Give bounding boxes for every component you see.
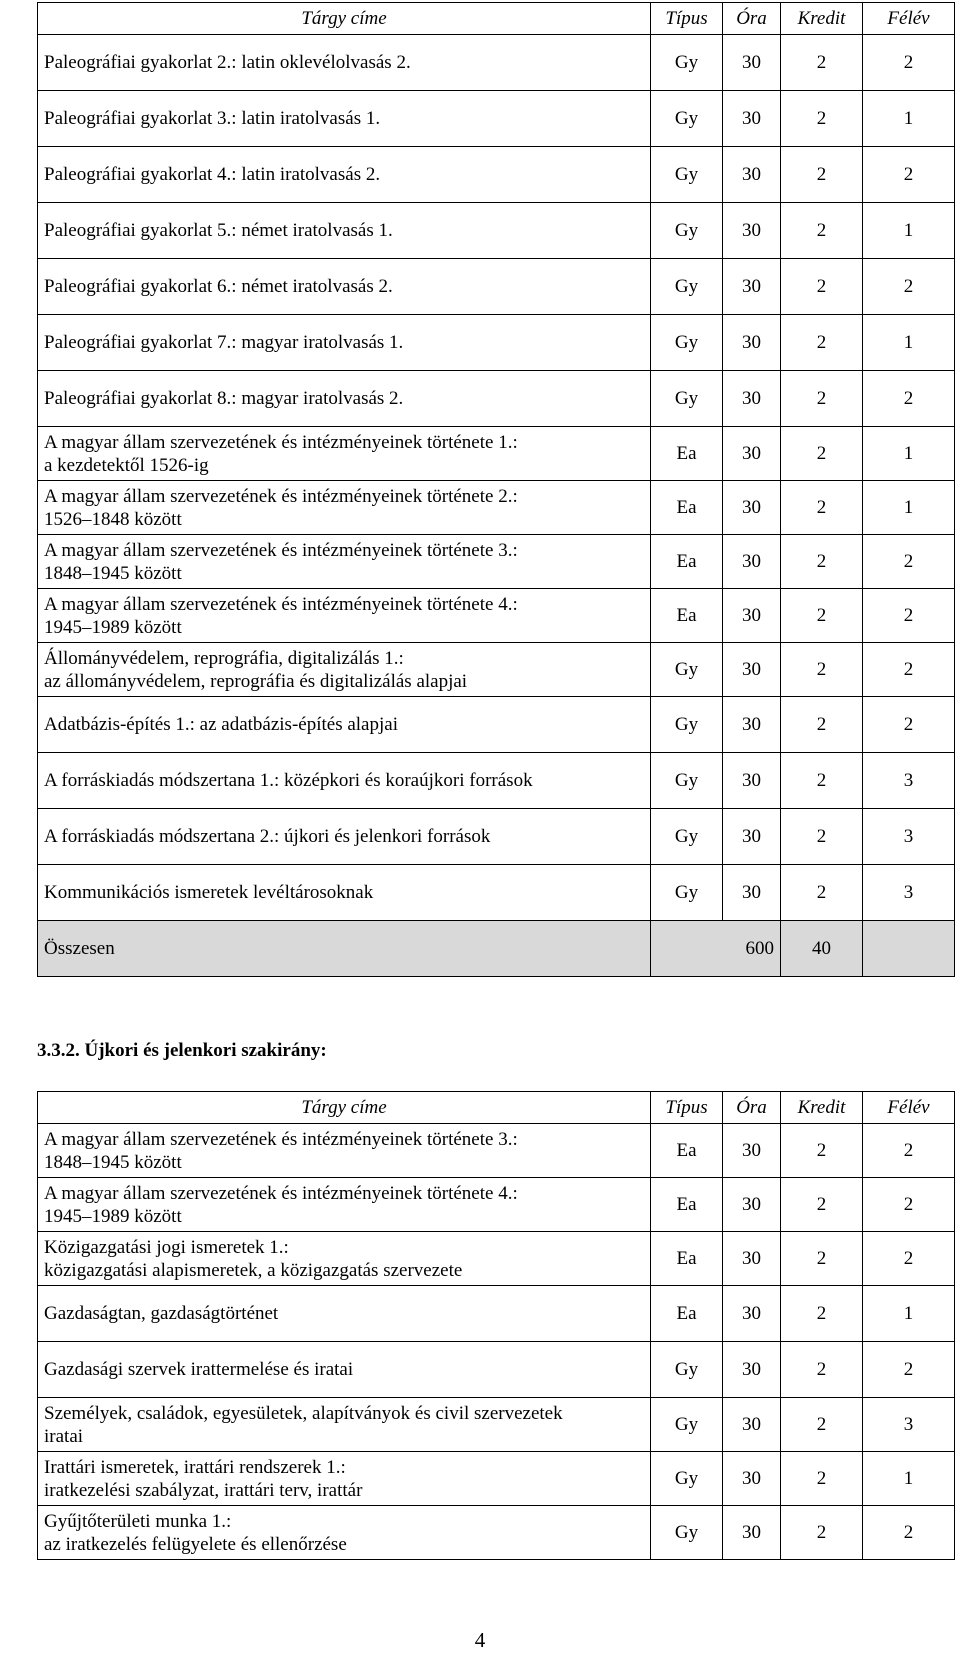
- course-semester: 1: [863, 315, 955, 371]
- course-hours: 30: [723, 809, 781, 865]
- table-row: [38, 1506, 955, 1560]
- course-credit: 2: [781, 259, 863, 315]
- course-title: Adatbázis-építés 1.: az adatbázis-építés alapjai: [44, 714, 398, 735]
- course-type: Ea: [651, 481, 723, 535]
- course-type: Gy: [651, 643, 723, 697]
- course-title: A magyar állam szervezetének és intézményeinek története 2.:: [44, 485, 518, 507]
- course-type: Gy: [651, 371, 723, 427]
- course-subtitle: iratkezelési szabályzat, irattári terv, irattár: [44, 1479, 363, 1501]
- course-title-cell: [38, 1342, 651, 1398]
- course-credit: 2: [781, 753, 863, 809]
- header-tipus: Típus: [651, 3, 723, 35]
- course-subtitle: az iratkezelés felügyelete és ellenőrzése: [44, 1533, 347, 1555]
- total-hours: 600: [651, 921, 781, 977]
- course-subtitle: a kezdetektől 1526-ig: [44, 454, 209, 476]
- course-title: A magyar állam szervezetének és intézményeinek története 4.:: [44, 1182, 518, 1204]
- course-semester: 2: [863, 643, 955, 697]
- table-row: [38, 147, 955, 203]
- course-title-cell: [38, 1452, 651, 1506]
- course-hours: 30: [723, 1286, 781, 1342]
- section-heading: 3.3.2. Újkori és jelenkori szakirány:: [37, 1040, 327, 1061]
- table-row: [38, 865, 955, 921]
- course-semester: 2: [863, 589, 955, 643]
- course-title: A forráskiadás módszertana 1.: középkori és koraújkori források: [44, 770, 533, 791]
- table-header-row: [38, 1092, 955, 1124]
- course-title: Állományvédelem, reprográfia, digitalizálás 1.:: [44, 647, 404, 669]
- course-credit: 2: [781, 1452, 863, 1506]
- course-credit: 2: [781, 91, 863, 147]
- course-title-cell: [38, 91, 651, 147]
- course-credit: 2: [781, 1178, 863, 1232]
- course-title: Gyűjtőterületi munka 1.:: [44, 1510, 232, 1532]
- course-semester: 2: [863, 371, 955, 427]
- course-type: Gy: [651, 315, 723, 371]
- course-subtitle: 1945–1989 között: [44, 616, 182, 638]
- course-semester: 2: [863, 1124, 955, 1178]
- course-type: Gy: [651, 259, 723, 315]
- course-title: Személyek, családok, egyesületek, alapítványok és civil szervezetek: [44, 1402, 563, 1424]
- table-row: [38, 315, 955, 371]
- course-title: Paleográfiai gyakorlat 4.: latin iratolvasás 2.: [44, 164, 381, 185]
- course-semester: 2: [863, 35, 955, 91]
- course-hours: 30: [723, 1506, 781, 1560]
- course-type: Gy: [651, 35, 723, 91]
- course-type: Ea: [651, 535, 723, 589]
- course-semester: 1: [863, 1452, 955, 1506]
- course-credit: 2: [781, 697, 863, 753]
- course-type: Ea: [651, 1178, 723, 1232]
- course-title: A magyar állam szervezetének és intézményeinek története 3.:: [44, 539, 518, 561]
- course-subtitle: 1848–1945 között: [44, 1151, 182, 1173]
- table-row: [38, 1342, 955, 1398]
- table-row: [38, 427, 955, 481]
- course-credit: 2: [781, 203, 863, 259]
- course-title: A magyar állam szervezetének és intézményeinek története 1.:: [44, 431, 518, 453]
- course-semester: 2: [863, 259, 955, 315]
- course-title-cell: [38, 1398, 651, 1452]
- course-credit: 2: [781, 371, 863, 427]
- header-ora: Óra: [723, 3, 781, 35]
- table-row: [38, 697, 955, 753]
- course-semester: 1: [863, 481, 955, 535]
- table-row: [38, 371, 955, 427]
- course-type: Gy: [651, 203, 723, 259]
- course-hours: 30: [723, 1232, 781, 1286]
- course-table-1: [37, 2, 955, 977]
- course-semester: 3: [863, 1398, 955, 1452]
- course-credit: 2: [781, 809, 863, 865]
- table-row: [38, 753, 955, 809]
- course-semester: 2: [863, 1232, 955, 1286]
- course-title-cell: [38, 203, 651, 259]
- course-hours: 30: [723, 753, 781, 809]
- course-type: Ea: [651, 589, 723, 643]
- header-tipus: Típus: [651, 1092, 723, 1124]
- course-subtitle: 1526–1848 között: [44, 508, 182, 530]
- course-hours: 30: [723, 371, 781, 427]
- course-title-cell: [38, 1506, 651, 1560]
- table-row: [38, 535, 955, 589]
- course-title-cell: [38, 753, 651, 809]
- table-row: [38, 1124, 955, 1178]
- course-credit: 2: [781, 481, 863, 535]
- total-credit: 40: [781, 921, 863, 977]
- course-semester: 1: [863, 91, 955, 147]
- course-title: Paleográfiai gyakorlat 2.: latin oklevélolvasás 2.: [44, 52, 411, 73]
- course-title-cell: [38, 371, 651, 427]
- course-hours: 30: [723, 1452, 781, 1506]
- course-title: A magyar állam szervezetének és intézményeinek története 4.:: [44, 593, 518, 615]
- course-credit: 2: [781, 1398, 863, 1452]
- course-hours: 30: [723, 697, 781, 753]
- course-subtitle: az állományvédelem, reprográfia és digitalizálás alapjai: [44, 670, 468, 692]
- course-type: Gy: [651, 697, 723, 753]
- course-type: Ea: [651, 427, 723, 481]
- table-row: [38, 1452, 955, 1506]
- course-credit: 2: [781, 1342, 863, 1398]
- table-row: [38, 481, 955, 535]
- course-title-cell: [38, 1178, 651, 1232]
- course-type: Gy: [651, 1398, 723, 1452]
- course-title: Gazdaságtan, gazdaságtörténet: [44, 1303, 279, 1324]
- course-title-cell: [38, 535, 651, 589]
- header-kredit: Kredit: [781, 1092, 863, 1124]
- course-credit: 2: [781, 427, 863, 481]
- course-subtitle: iratai: [44, 1425, 84, 1447]
- course-title-cell: [38, 259, 651, 315]
- course-type: Gy: [651, 865, 723, 921]
- course-title: Paleográfiai gyakorlat 5.: német iratolvasás 1.: [44, 220, 393, 241]
- course-hours: 30: [723, 259, 781, 315]
- course-credit: 2: [781, 589, 863, 643]
- course-semester: 2: [863, 1178, 955, 1232]
- course-hours: 30: [723, 535, 781, 589]
- course-hours: 30: [723, 315, 781, 371]
- course-title-cell: [38, 35, 651, 91]
- header-felev: Félév: [863, 1092, 955, 1124]
- header-title: Tárgy címe: [38, 1092, 651, 1124]
- course-title: Közigazgatási jogi ismeretek 1.:: [44, 1236, 289, 1258]
- course-hours: 30: [723, 481, 781, 535]
- course-hours: 30: [723, 91, 781, 147]
- course-credit: 2: [781, 35, 863, 91]
- course-hours: 30: [723, 1398, 781, 1452]
- header-kredit: Kredit: [781, 3, 863, 35]
- course-credit: 2: [781, 1232, 863, 1286]
- course-credit: 2: [781, 315, 863, 371]
- course-title-cell: [38, 643, 651, 697]
- course-hours: 30: [723, 147, 781, 203]
- table-row: [38, 589, 955, 643]
- course-semester: 2: [863, 535, 955, 589]
- course-hours: 30: [723, 865, 781, 921]
- course-type: Ea: [651, 1232, 723, 1286]
- course-semester: 3: [863, 809, 955, 865]
- course-semester: 2: [863, 1342, 955, 1398]
- course-title-cell: [38, 589, 651, 643]
- course-semester: 1: [863, 203, 955, 259]
- course-subtitle: közigazgatási alapismeretek, a közigazgatás szervezete: [44, 1259, 463, 1281]
- course-title: Paleográfiai gyakorlat 6.: német iratolvasás 2.: [44, 276, 393, 297]
- course-hours: 30: [723, 35, 781, 91]
- table-row: [38, 1398, 955, 1452]
- table-row: [38, 203, 955, 259]
- course-hours: 30: [723, 1178, 781, 1232]
- course-type: Gy: [651, 1342, 723, 1398]
- table-row: [38, 91, 955, 147]
- table-row: [38, 1232, 955, 1286]
- course-subtitle: 1848–1945 között: [44, 562, 182, 584]
- course-title-cell: [38, 481, 651, 535]
- course-title: Gazdasági szervek irattermelése és iratai: [44, 1359, 354, 1380]
- course-title-cell: [38, 315, 651, 371]
- course-title-cell: [38, 1286, 651, 1342]
- course-credit: 2: [781, 535, 863, 589]
- course-semester: 1: [863, 427, 955, 481]
- total-label: Összesen: [38, 921, 651, 977]
- course-credit: 2: [781, 1286, 863, 1342]
- course-hours: 30: [723, 427, 781, 481]
- course-title: A forráskiadás módszertana 2.: újkori és jelenkori források: [44, 826, 491, 847]
- course-type: Gy: [651, 753, 723, 809]
- total-row: [38, 921, 955, 977]
- course-credit: 2: [781, 643, 863, 697]
- course-type: Gy: [651, 1506, 723, 1560]
- course-credit: 2: [781, 1124, 863, 1178]
- course-title-cell: [38, 1124, 651, 1178]
- course-credit: 2: [781, 147, 863, 203]
- course-type: Ea: [651, 1124, 723, 1178]
- course-semester: 2: [863, 147, 955, 203]
- course-semester: 3: [863, 753, 955, 809]
- course-credit: 2: [781, 1506, 863, 1560]
- header-title: Tárgy címe: [38, 3, 651, 35]
- course-hours: 30: [723, 1124, 781, 1178]
- course-title-cell: [38, 147, 651, 203]
- course-title-cell: [38, 427, 651, 481]
- page-number: 4: [474, 1628, 486, 1652]
- header-felev: Félév: [863, 3, 955, 35]
- course-semester: 2: [863, 697, 955, 753]
- course-hours: 30: [723, 203, 781, 259]
- course-type: Gy: [651, 147, 723, 203]
- course-title: Paleográfiai gyakorlat 7.: magyar iratolvasás 1.: [44, 332, 404, 353]
- course-title: Irattári ismeretek, irattári rendszerek 1.:: [44, 1456, 346, 1478]
- header-ora: Óra: [723, 1092, 781, 1124]
- table-row: [38, 1286, 955, 1342]
- table-row: [38, 643, 955, 697]
- course-title-cell: [38, 1232, 651, 1286]
- course-type: Gy: [651, 1452, 723, 1506]
- table-row: [38, 259, 955, 315]
- course-credit: 2: [781, 865, 863, 921]
- table-row: [38, 35, 955, 91]
- course-semester: 2: [863, 1506, 955, 1560]
- table-row: [38, 1178, 955, 1232]
- course-type: Gy: [651, 91, 723, 147]
- course-hours: 30: [723, 589, 781, 643]
- course-type: Gy: [651, 809, 723, 865]
- course-hours: 30: [723, 1342, 781, 1398]
- course-table-2: [37, 1091, 955, 1560]
- course-semester: 3: [863, 865, 955, 921]
- course-title-cell: [38, 809, 651, 865]
- total-semester-empty: [863, 921, 955, 977]
- course-hours: 30: [723, 643, 781, 697]
- course-title: Paleográfiai gyakorlat 8.: magyar iratolvasás 2.: [44, 388, 404, 409]
- table-header-row: [38, 3, 955, 35]
- course-subtitle: 1945–1989 között: [44, 1205, 182, 1227]
- course-title-cell: [38, 697, 651, 753]
- table-row: [38, 809, 955, 865]
- course-title: A magyar állam szervezetének és intézményeinek története 3.:: [44, 1128, 518, 1150]
- course-semester: 1: [863, 1286, 955, 1342]
- course-type: Ea: [651, 1286, 723, 1342]
- course-title: Paleográfiai gyakorlat 3.: latin iratolvasás 1.: [44, 108, 381, 129]
- course-title: Kommunikációs ismeretek levéltárosoknak: [44, 882, 374, 903]
- course-title-cell: [38, 865, 651, 921]
